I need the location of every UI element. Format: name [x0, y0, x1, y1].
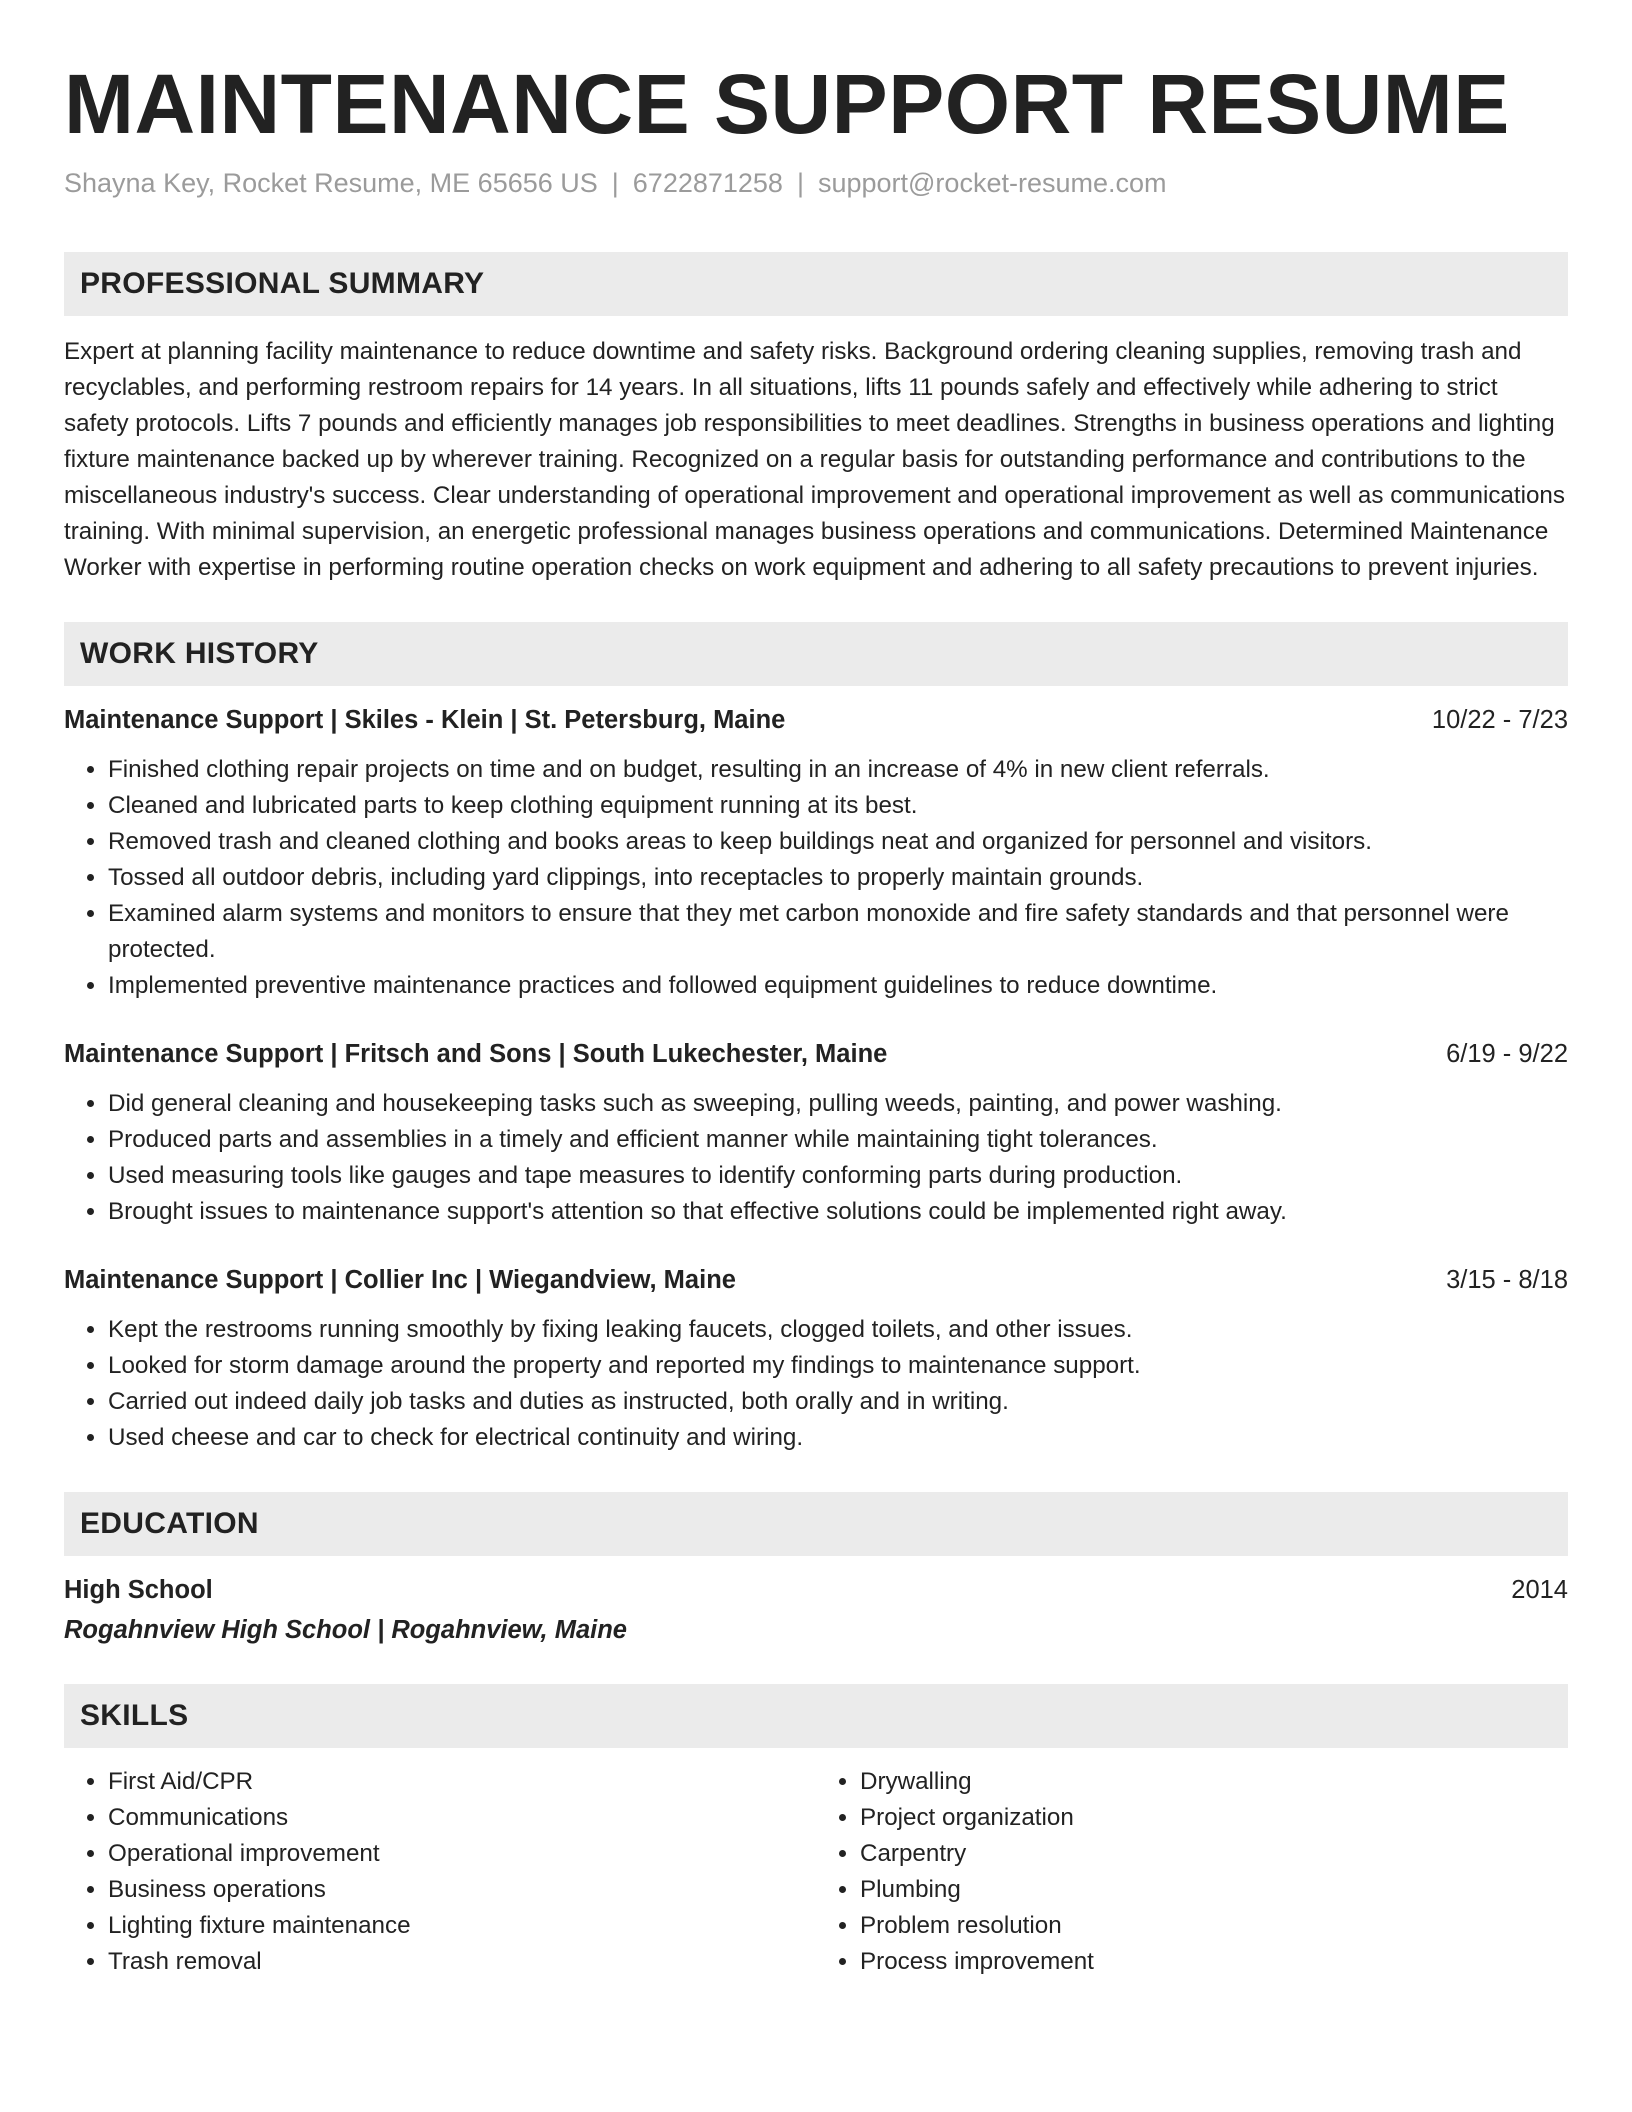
job-header: [64, 1036, 1568, 1072]
job-header: [64, 1262, 1568, 1298]
contact-address: Shayna Key, Rocket Resume, ME 65656 US: [64, 168, 598, 198]
job-entry: [64, 1036, 1568, 1230]
job-entry: [64, 1262, 1568, 1456]
job-bullet: • Brought issues to maintenance support's attention so that effective solutions could be implemented right away.: [108, 1194, 1568, 1230]
summary-text: Expert at planning facility maintenance to reduce downtime and safety risks. Background ordering cleaning supplies, removing trash and recyclables, and performing restroom repairs for 14 years. In all situations, lifts 11 pounds safely and effectively while adhering to strict safety protocols. Lifts 7 pounds and efficiently manages job responsibilities to meet deadlines. Strengths in business operations and lighting fixture maintenance backed up by wherever training. Recognized on a regular basis for outstanding performance and contributions to the miscellaneous industry's success. Clear understanding of operational improvement and operational improvement as well as communications training. With minimal supervision, an energetic professional manages business operations and communications. Determined Maintenance Worker with expertise in performing routine operation checks on work equipment and adhering to all safety precautions to prevent injuries.: [64, 338, 1565, 581]
job-bullet: • Cleaned and lubricated parts to keep clothing equipment running at its best.: [108, 788, 1568, 824]
skill-item: • Carpentry: [860, 1836, 1568, 1872]
skill-item: • Operational improvement: [108, 1836, 816, 1872]
skills-list: [816, 1764, 1568, 1980]
job-bullet: • Removed trash and cleaned clothing and books areas to keep buildings neat and organized for personnel and visitors.: [108, 824, 1568, 860]
education-degree: High School: [64, 1576, 213, 1604]
education-year: 2014: [1511, 1576, 1568, 1604]
job-bullet: • Used measuring tools like gauges and tape measures to identify conforming parts during production.: [108, 1158, 1568, 1194]
skills-column-right: [816, 1764, 1568, 1980]
section-header-skills: SKILLS: [64, 1684, 1568, 1748]
contact-line: [64, 166, 1568, 200]
job-bullet: • Did general cleaning and housekeeping tasks such as sweeping, pulling weeds, painting, and power washing.: [108, 1086, 1568, 1122]
skill-item: • Problem resolution: [860, 1908, 1568, 1944]
skill-item: • Lighting fixture maintenance: [108, 1908, 816, 1944]
job-bullet: • Used cheese and car to check for electrical continuity and wiring.: [108, 1420, 1568, 1456]
skills-column-left: [64, 1764, 816, 1980]
job-entry: [64, 702, 1568, 1004]
job-bullet: • Finished clothing repair projects on time and on budget, resulting in an increase of 4% in new client referrals.: [108, 752, 1568, 788]
job-title: Maintenance Support | Skiles - Klein | St. Petersburg, Maine: [64, 706, 786, 734]
contact-separator: |: [611, 168, 619, 198]
job-bullets: [64, 1312, 1568, 1456]
skill-item: • Communications: [108, 1800, 816, 1836]
skills-list: [64, 1764, 816, 1980]
section-header-work-history: WORK HISTORY: [64, 622, 1568, 686]
job-bullet: • Tossed all outdoor debris, including yard clippings, into receptacles to properly maintain grounds.: [108, 860, 1568, 896]
job-header: [64, 702, 1568, 738]
job-bullets: [64, 752, 1568, 1004]
section-header-education: EDUCATION: [64, 1492, 1568, 1556]
skill-item: • Drywalling: [860, 1764, 1568, 1800]
job-bullet: • Carried out indeed daily job tasks and duties as instructed, both orally and in writing.: [108, 1384, 1568, 1420]
contact-phone: 6722871258: [632, 168, 783, 198]
skill-item: • Trash removal: [108, 1944, 816, 1980]
job-bullets: [64, 1086, 1568, 1230]
contact-email: support@rocket-resume.com: [817, 168, 1167, 198]
section-header-summary: PROFESSIONAL SUMMARY: [64, 252, 1568, 316]
education-header: [64, 1572, 1568, 1608]
job-bullet: • Examined alarm systems and monitors to ensure that they met carbon monoxide and fire safety standards and that personnel were protected.: [108, 896, 1568, 968]
job-dates: 10/22 - 7/23: [1431, 706, 1568, 734]
job-bullet: • Implemented preventive maintenance practices and followed equipment guidelines to reduce downtime.: [108, 968, 1568, 1004]
resume-title: MAINTENANCE SUPPORT RESUME: [64, 57, 1510, 151]
job-title: Maintenance Support | Collier Inc | Wiegandview, Maine: [64, 1266, 736, 1294]
job-dates: 6/19 - 9/22: [1446, 1040, 1568, 1068]
skill-item: • Project organization: [860, 1800, 1568, 1836]
education-entry: [64, 1572, 1568, 1648]
skill-item: • Process improvement: [860, 1944, 1568, 1980]
job-title: Maintenance Support | Fritsch and Sons | South Lukechester, Maine: [64, 1040, 888, 1068]
job-dates: 3/15 - 8/18: [1446, 1266, 1568, 1294]
job-bullet: • Kept the restrooms running smoothly by fixing leaking faucets, clogged toilets, and other issues.: [108, 1312, 1568, 1348]
contact-separator: |: [796, 168, 804, 198]
job-bullet: • Looked for storm damage around the property and reported my findings to maintenance support.: [108, 1348, 1568, 1384]
skill-item: • Business operations: [108, 1872, 816, 1908]
skill-item: • First Aid/CPR: [108, 1764, 816, 1800]
job-bullet: • Produced parts and assemblies in a timely and efficient manner while maintaining tight tolerances.: [108, 1122, 1568, 1158]
skills-grid: [64, 1764, 1568, 1980]
skill-item: • Plumbing: [860, 1872, 1568, 1908]
education-school: Rogahnview High School | Rogahnview, Maine: [64, 1616, 627, 1644]
